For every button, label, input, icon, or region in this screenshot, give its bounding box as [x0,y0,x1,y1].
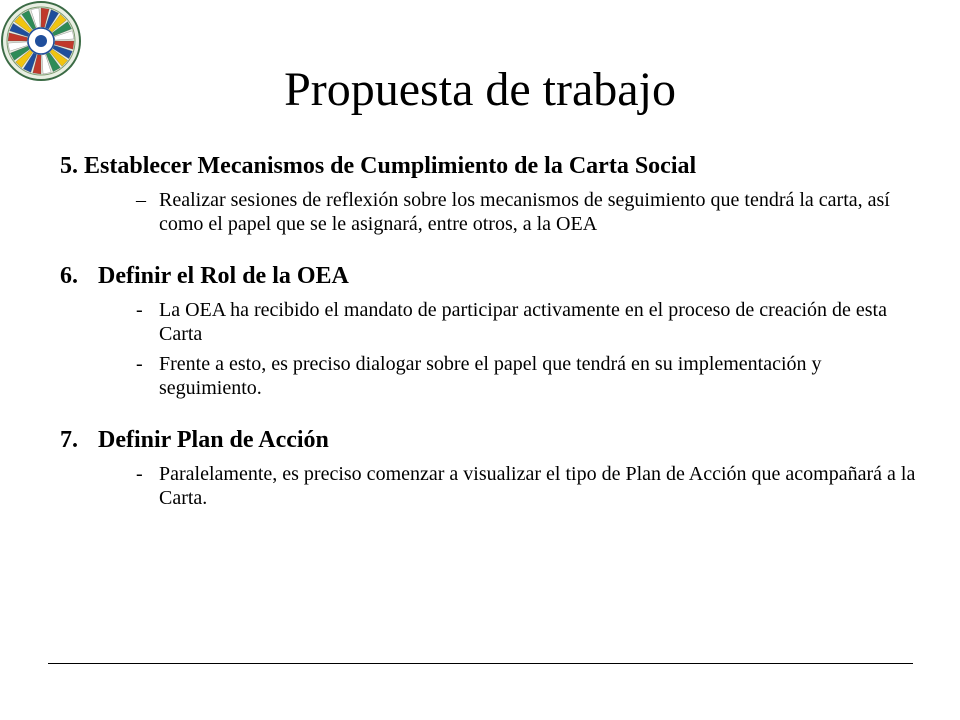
bullet-dash: - [136,353,143,375]
list-item [60,352,920,400]
section-6 [60,262,920,400]
section-7 [60,426,920,510]
list-item-text: La OEA ha recibido el mandato de participar activamente en el proceso de creación de esta Carta [159,299,887,345]
slide-title: Propuesta de trabajo [284,63,676,116]
section-number: 6. [60,263,78,289]
list-item [60,188,920,236]
list-item-text: Paralelamente, es preciso comenzar a visualizar el tipo de Plan de Acción que acompañará a la Carta. [159,463,916,509]
section-number: 5. [60,153,78,179]
section-number: 7. [60,427,78,453]
section-title: Definir Plan de Acción [98,427,329,453]
bullet-dash: - [136,463,143,485]
list-item-text: Realizar sesiones de reflexión sobre los mecanismos de seguimiento que tendrá la carta, así como el papel que se le asignará, entre otros, a la OEA [159,189,890,235]
footer-divider [48,663,913,664]
section-title: Establecer Mecanismos de Cumplimiento de la Carta Social [84,153,697,179]
section-5 [60,152,920,236]
slide-content [60,152,920,524]
list-item [60,462,920,510]
bullet-dash: – [136,189,146,211]
section-title: Definir el Rol de la OEA [98,263,349,289]
section-heading [60,152,920,180]
section-heading [60,426,920,454]
list-item-text: Frente a esto, es preciso dialogar sobre el papel que tendrá en su implementación y seguimiento. [159,353,822,399]
bullet-dash: - [136,299,143,321]
list-item [60,298,920,346]
section-heading [60,262,920,290]
